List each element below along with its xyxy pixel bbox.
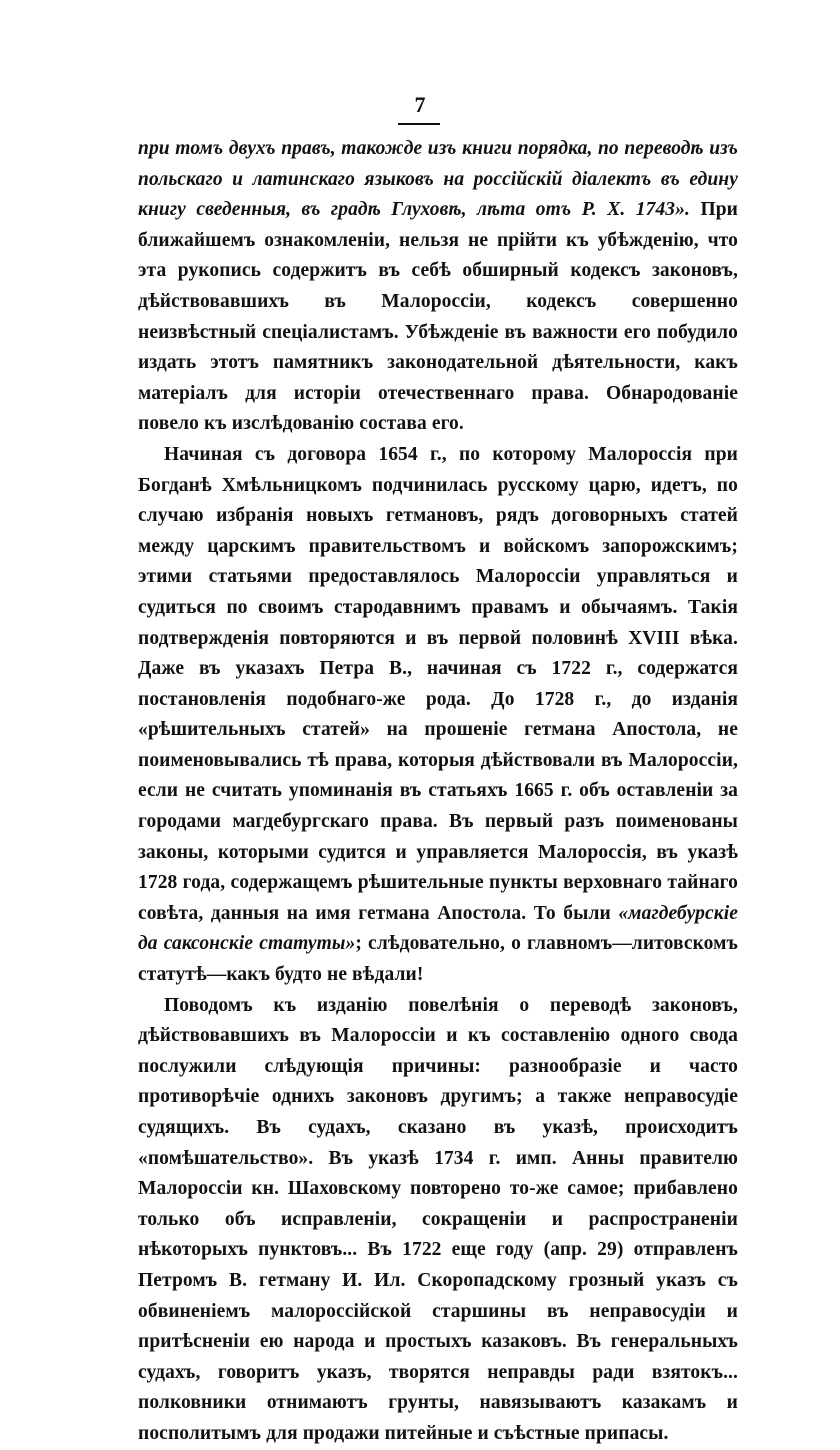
italic-title-fragment: при томъ двухъ правъ, такожде изъ книги порядка, по переводѣ изъ польскаго и латинскаго языковъ на россійскій діалектъ въ едину книгу сведенныя, въ градѣ Глуховѣ, лѣта отъ Р. Х. 1743». bbox=[138, 138, 738, 221]
text-run: ; слѣдовательно, о главномъ—литовскомъ статутѣ—какъ будто не вѣдали! bbox=[138, 933, 738, 986]
text-run: При ближайшемъ ознакомленіи, нельзя не прійти къ убѣжденію, что эта рукопись содержитъ въ себѣ обширный кодексъ законовъ, дѣйствовавшихъ въ Малороссіи, кодексъ совершенно неизвѣстный спеціалистамъ. Убѣжденіе въ важности его побудило издать этотъ памятникъ законодательной дѣятельности, какъ матеріалъ для исторіи отечественнаго права. Обнародованіе повело къ изслѣдованію состава его. bbox=[138, 199, 738, 435]
italic-quote: «магдебурскіе да саксонскіе статуты» bbox=[138, 902, 738, 955]
page-number-underline bbox=[398, 123, 440, 125]
paragraph-2 bbox=[138, 440, 738, 991]
paragraph-1 bbox=[138, 134, 738, 440]
text-run: Начиная съ договора 1654 г., по которому Малороссія при Богданѣ Хмѣльницкомъ подчинилась русскому царю, идетъ, по случаю избранія новыхъ гетмановъ, рядъ договорныхъ статей между царскимъ правительствомъ и войскомъ запорожскимъ; этими статьями предоставлялось Малороссіи управляться и судиться по своимъ стародавнимъ правамъ и обычаямъ. Такія подтвержденія повторяются и въ первой половинѣ XVIII вѣка. Даже въ указахъ Петра В., начиная съ 1722 г., содержатся постановленія подобнаго-же рода. До 1728 г., до изданія «рѣшительныхъ статей» на прошеніе гетмана Апостола, не поименовывались тѣ права, которыя дѣйствовали въ Малороссіи, если не считать упоминанія въ статьяхъ 1665 г. объ оставленіи за городами магдебургскаго права. Въ первый разъ поименованы законы, которыми судится и управляется Малороссія, въ указѣ 1728 года, содержащемъ рѣшительные пункты верховнаго тайнаго совѣта, данныя на имя гетмана Апостола. То были bbox=[138, 443, 738, 924]
text-run: Поводомъ къ изданію повелѣнія о переводѣ законовъ, дѣйствовавшихъ въ Малороссіи и къ составленію одного свода послужили слѣдующія причины: разнообразіе и часто противорѣчіе однихъ законовъ другимъ; а также неправосудіе судящихъ. Въ судахъ, сказано въ указѣ, происходитъ «помѣшательство». Въ указѣ 1734 г. имп. Анны правителю Малороссіи кн. Шаховскому повторено то-же самое; прибавлено только объ исправленіи, сокращеніи и распространеніи нѣкоторыхъ пунктовъ... Въ 1722 еще году (апр. 29) отправленъ Петромъ В. гетману И. Ил. Скоропадскому грозный указъ съ обвиненіемъ малороссійской старшины въ неправосудіи и притѣсненіи ею народа и простыхъ казаковъ. Въ генеральныхъ судахъ, говоритъ указъ, творятся неправды ради взятокъ... полковники отнимаютъ грунты, навязываютъ казакамъ и посполитымъ для продажи питейные и съѣстные припасы. bbox=[138, 994, 738, 1444]
paragraph-3 bbox=[138, 991, 738, 1450]
body-text bbox=[138, 134, 738, 1450]
page-number: 7 bbox=[414, 92, 426, 117]
